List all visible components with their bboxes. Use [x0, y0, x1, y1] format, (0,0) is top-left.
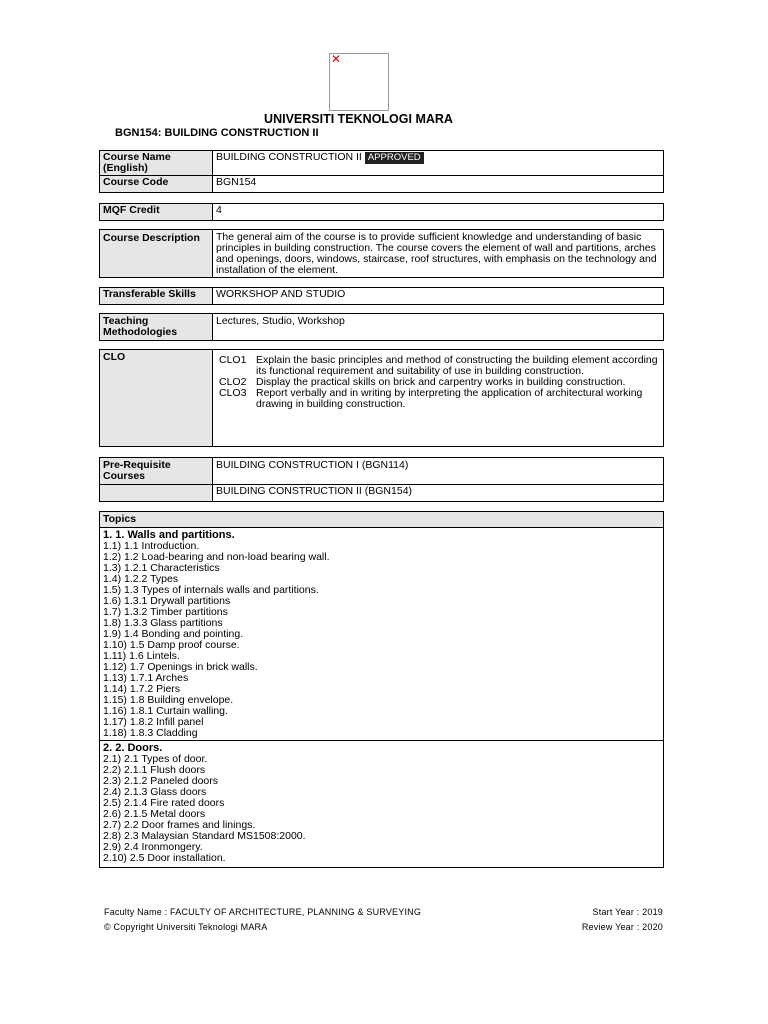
- teaching-label: Teaching Methodologies: [100, 314, 213, 341]
- topic-item: 1.4) 1.2.2 Types: [103, 573, 179, 585]
- course-name-row: [100, 151, 664, 176]
- prereq-table: [99, 457, 664, 502]
- topic-item: 2.3) 2.1.2 Paneled doors: [103, 775, 218, 787]
- skills-table: [99, 287, 664, 305]
- topic-item: 1.3) 1.2.1 Characteristics: [103, 562, 220, 574]
- broken-image-icon: ✕: [331, 52, 342, 66]
- course-name-cell: [213, 151, 664, 176]
- topic-item: 1.6) 1.3.1 Drywall partitions: [103, 595, 231, 607]
- clo-id: CLO2: [219, 376, 247, 388]
- course-code-label: Course Code: [100, 176, 213, 193]
- clo-list: [216, 351, 660, 410]
- clo-text: Display the practical skills on brick and carpentry works in building construction.: [256, 376, 626, 388]
- course-name-label: Course Name (English): [100, 151, 213, 176]
- topic-group-1: [100, 528, 664, 741]
- topic-group-2: [100, 741, 664, 868]
- topic-item: 1.5) 1.3 Types of internals walls and partitions.: [103, 584, 319, 596]
- university-name: UNIVERSITI TEKNOLOGI MARA: [264, 112, 453, 126]
- clo-id: CLO3: [219, 387, 247, 399]
- clo-label: CLO: [100, 350, 213, 447]
- course-name-value: BUILDING CONSTRUCTION II: [216, 151, 362, 163]
- start-year: Start Year : 2019: [592, 907, 663, 917]
- topic-item: 1.18) 1.8.3 Cladding: [103, 727, 198, 739]
- topic-item: 2.7) 2.2 Door frames and linings.: [103, 819, 256, 831]
- prereq-label: Pre-Requisite Courses: [100, 458, 213, 485]
- topic-item: 1.9) 1.4 Bonding and pointing.: [103, 628, 244, 640]
- clo-text: Report verbally and in writing by interpreting the application of architectural working drawing in building construction.: [256, 387, 643, 410]
- topic-group-title: 2. 2. Doors.: [103, 742, 163, 754]
- topic-item: 2.10) 2.5 Door installation.: [103, 852, 226, 864]
- prereq-label-empty: [100, 485, 213, 502]
- topic-item: 2.5) 2.1.4 Fire rated doors: [103, 797, 225, 809]
- prereq-value: BUILDING CONSTRUCTION I (BGN114): [213, 458, 664, 485]
- prereq-value: BUILDING CONSTRUCTION II (BGN154): [213, 485, 664, 502]
- teaching-value: Lectures, Studio, Workshop: [213, 314, 664, 341]
- topic-item: 2.6) 2.1.5 Metal doors: [103, 808, 206, 820]
- topic-item: 1.8) 1.3.3 Glass partitions: [103, 617, 223, 629]
- skills-label: Transferable Skills: [100, 288, 213, 305]
- topics-table: [99, 511, 664, 868]
- description-label: Course Description: [100, 230, 213, 278]
- topic-item: 1.1) 1.1 Introduction.: [103, 540, 200, 552]
- topic-group-title: 1. 1. Walls and partitions.: [103, 529, 235, 541]
- topic-item: 1.12) 1.7 Openings in brick walls.: [103, 661, 258, 673]
- topic-item: 1.10) 1.5 Damp proof course.: [103, 639, 240, 651]
- description-table: [99, 229, 664, 278]
- course-code-value: BGN154: [213, 176, 664, 193]
- mqf-label: MQF Credit: [100, 204, 213, 221]
- topics-header: Topics: [100, 512, 664, 528]
- skills-value: WORKSHOP AND STUDIO: [213, 288, 664, 305]
- review-year: Review Year : 2020: [581, 922, 663, 932]
- topic-item: 1.7) 1.3.2 Timber partitions: [103, 606, 228, 618]
- copyright: © Copyright Universiti Teknologi MARA: [104, 922, 268, 932]
- topic-item: 2.9) 2.4 Ironmongery.: [103, 841, 203, 853]
- topic-item: 2.4) 2.1.3 Glass doors: [103, 786, 207, 798]
- topic-item: 1.2) 1.2 Load-bearing and non-load bearing wall.: [103, 551, 330, 563]
- clo-id: CLO1: [219, 354, 247, 366]
- topic-item: 2.2) 2.1.1 Flush doors: [103, 764, 206, 776]
- course-name-table: [99, 150, 664, 193]
- faculty-name: Faculty Name : FACULTY OF ARCHITECTURE, PLANNING & SURVEYING: [104, 907, 422, 917]
- clo-item: [219, 355, 660, 377]
- topic-item: 1.15) 1.8 Building envelope.: [103, 694, 234, 706]
- clo-item: [219, 388, 660, 410]
- topic-item: 1.16) 1.8.1 Curtain walling.: [103, 705, 228, 717]
- topic-item: 2.8) 2.3 Malaysian Standard MS1508:2000.: [103, 830, 306, 842]
- clo-table: [99, 349, 664, 447]
- mqf-value: 4: [213, 204, 664, 221]
- topic-item: 2.1) 2.1 Types of door.: [103, 753, 208, 765]
- topic-item: 1.14) 1.7.2 Piers: [103, 683, 181, 695]
- course-title: BGN154: BUILDING CONSTRUCTION II: [115, 127, 319, 139]
- university-logo-placeholder: [329, 53, 389, 111]
- description-value: The general aim of the course is to provide sufficient knowledge and understanding of basic principles in building construction. The course covers the element of wall and partitions, arches and openings, doors, windows, staircase, roof structures, with emphasis on the technology and installation of the element.: [213, 230, 664, 278]
- mqf-table: [99, 203, 664, 221]
- topic-item: 1.13) 1.7.1 Arches: [103, 672, 189, 684]
- topic-item: 1.17) 1.8.2 Infill panel: [103, 716, 204, 728]
- clo-cell: [213, 350, 664, 447]
- course-code-row: [100, 176, 664, 193]
- clo-text: Explain the basic principles and method of constructing the building element according its functional requirement and suitability of use in building construction.: [256, 354, 658, 377]
- teaching-table: [99, 313, 664, 341]
- status-badge: APPROVED: [365, 152, 424, 164]
- topic-item: 1.11) 1.6 Lintels.: [103, 650, 180, 662]
